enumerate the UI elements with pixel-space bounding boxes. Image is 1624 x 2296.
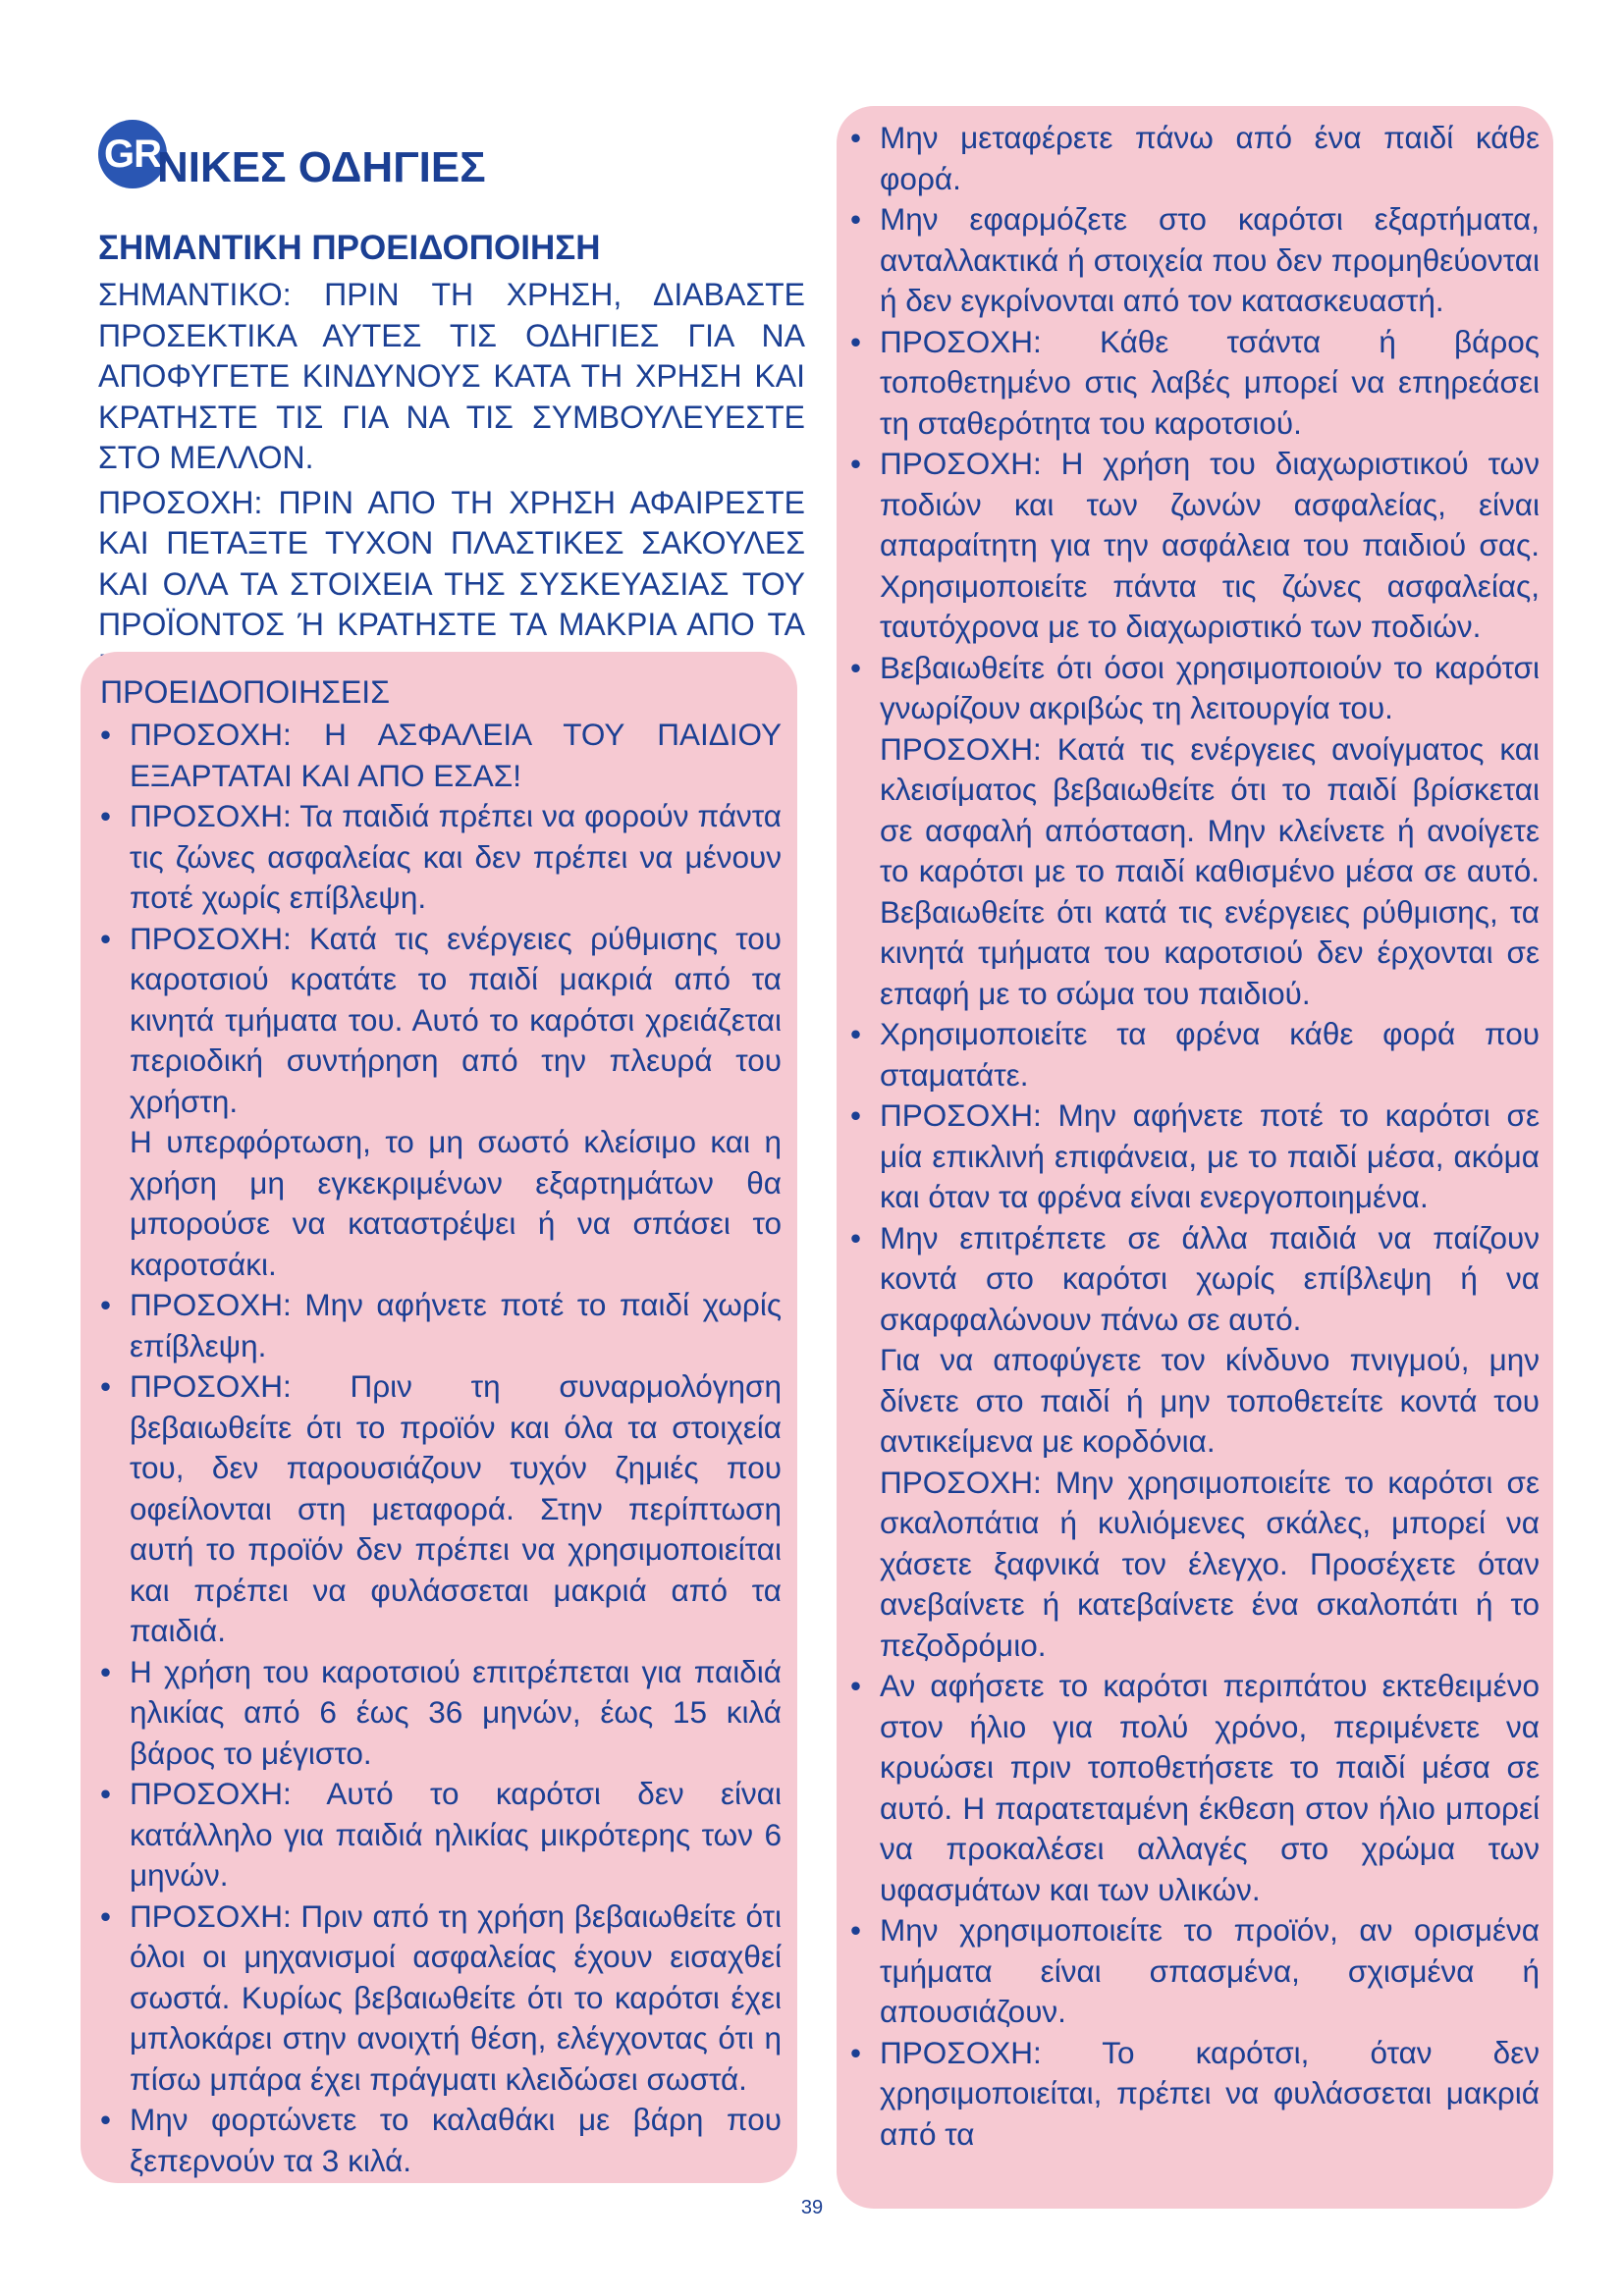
warnings-list-right: [850, 118, 1540, 2155]
warning-item: • ΠΡΟΣΟΧΗ: Αυτό το καρότσι δεν είναι κατάλληλο για παιδιά ηλικίας μικρότερης των 6 μηνών.: [100, 1774, 782, 1896]
warning-paragraph: ΠΡΟΣΟΧΗ: Κατά τις ενέργειες ανοίγματος και κλεισίματος βεβαιωθείτε ότι το παιδί βρίσκεται σε ασφαλή απόσταση. Μην κλείνετε ή ανοίγετε το καρότσι με το παιδί καθισμένο μέσα σε αυτό. Βεβαιωθείτε ότι κατά τις ενέργειες ρύθμισης, τα κινητά τμήματα του καροτσιού δεν έρχονται σε επαφή με το σώμα του παιδιού.: [880, 730, 1540, 1011]
language-badge: GR: [98, 120, 167, 188]
warning-paragraph: ΠΡΟΣΟΧΗ: Μην χρησιμοποιείτε το καρότσι σε σκαλοπάτια ή κυλιόμενες σκάλες, μπορεί να χάσετε ξαφνικά τον έλεγχο. Προσέχετε όταν ανεβαίνετε ή κατεβαίνετε ένα σκαλοπάτι ή το πεζοδρόμιο.: [880, 1464, 1540, 1663]
warning-item: • ΠΡΟΣΟΧΗ: Πριν από τη χρήση βεβαιωθείτε ότι όλοι οι μηχανισμοί ασφαλείας έχουν εισαχθεί σωστά. Κυρίως βεβαιωθείτε ότι το καρότσι έχει μπλοκάρει στην ανοιχτή θέση, ελέγχοντας ότι η πίσω μπάρα έχει πράγματι κλειδώσει σωστά.: [100, 1896, 782, 2101]
warning-item: • Μην εφαρμόζετε στο καρότσι εξαρτήματα, ανταλλακτικά ή στοιχεία που δεν προμηθεύονται ή δεν εγκρίνονται από τον κατασκευαστή.: [850, 199, 1540, 322]
warning-item: • ΠΡΟΣΟΧΗ: Μην αφήνετε ποτέ το καρότσι σε μία επικλινή επιφάνεια, με το παιδί μέσα, ακόμα και όταν τα φρένα είναι ενεργοποιημένα.: [850, 1095, 1540, 1218]
warning-item: • Μην μεταφέρετε πάνω από ένα παιδί κάθε φορά.: [850, 118, 1540, 199]
warnings-panel-right: [837, 106, 1553, 2209]
important-warning-heading: ΣΗΜΑΝΤΙΚΗ ΠΡΟΕΙΔΟΠΟΙΗΣΗ: [98, 229, 601, 267]
warning-item: • ΠΡΟΣΟΧΗ: Τα παιδιά πρέπει να φορούν πάντα τις ζώνες ασφαλείας και δεν πρέπει να μένουν ποτέ χωρίς επίβλεψη.: [100, 796, 782, 919]
warning-item: • Βεβαιωθείτε ότι όσοι χρησιμοποιούν το καρότσι γνωρίζουν ακριβώς τη λειτουργία του.: [850, 648, 1540, 729]
warning-item: • ΠΡΟΣΟΧΗ: Κάθε τσάντα ή βάρος τοποθετημένο στις λαβές μπορεί να επηρεάσει τη σταθερότητα του καροτσιού.: [850, 322, 1540, 445]
warning-item: • Η χρήση του καροτσιού επιτρέπεται για παιδιά ηλικίας από 6 έως 36 μηνών, έως 15 κιλά βάρος το μέγιστο.: [100, 1652, 782, 1775]
warnings-panel-left: [81, 652, 797, 2183]
warning-paragraph: Για να αποφύγετε τον κίνδυνο πνιγμού, μην δίνετε στο παιδί ή μην τοποθετείτε κοντά του αντικείμενα με κορδόνια.: [880, 1342, 1540, 1459]
warning-item: • Αν αφήσετε το καρότσι περιπάτου εκτεθειμένο στον ήλιο για πολύ χρόνο, περιμένετε να κρυώσει πριν τοποθετήσετε το παιδί μέσα σε αυτό. Η παρατεταμένη έκθεση στον ήλιο μπορεί να προκαλέσει αλλαγές στο χρώμα των υφασμάτων και των υλικών.: [850, 1666, 1540, 1910]
warning-item: • ΠΡΟΣΟΧΗ: Κατά τις ενέργειες ρύθμισης του καροτσιού κρατάτε το παιδί μακριά από τα κινητά τμήματα του. Αυτό το καρότσι χρειάζεται περιοδική συντήρηση από την πλευρά του χρήστη.: [100, 919, 782, 1123]
intro-paragraph-packaging: ΠΡΟΣΟΧΗ: ΠΡΙΝ ΑΠΟ ΤΗ ΧΡΗΣΗ ΑΦΑΙΡΕΣΤΕ ΚΑΙ ΠΕΤΑΞΤΕ ΤΥΧΟΝ ΠΛΑΣΤΙΚΕΣ ΣΑΚΟΥΛΕΣ ΚΑΙ ΟΛΑ ΤΑ ΣΤΟΙΧΕΙΑ ΤΗΣ ΣΥΣΚΕΥΑΣΙΑΣ ΤΟΥ ΠΡΟΪΟΝΤΟΣ Ή ΚΡΑΤΗΣΤΕ ΤΑ ΜΑΚΡΙΑ ΑΠΟ ΤΑ: [98, 484, 805, 642]
warning-item: • Μην χρησιμοποιείτε το προϊόν, αν ορισμένα τμήματα είναι σπασμένα, σχισμένα ή απουσιάζουν.: [850, 1910, 1540, 2033]
page-number: 39: [800, 2197, 824, 2218]
intro-block: [98, 228, 805, 690]
warning-item: • Χρησιμοποιείτε τα φρένα κάθε φορά που σταματάτε.: [850, 1014, 1540, 1095]
warnings-list-left: [100, 715, 782, 2181]
page-title: ΝΙΚΕΣ ΟΔΗΓΙΕΣ: [157, 143, 486, 191]
warning-item: • ΠΡΟΣΟΧΗ: Μην αφήνετε ποτέ το παιδί χωρίς επίβλεψη.: [100, 1285, 782, 1366]
warning-item: • ΠΡΟΣΟΧΗ: Η ΑΣΦΑΛΕΙΑ ΤΟΥ ΠΑΙΔΙΟΥ ΕΞΑΡΤΑΤΑΙ ΚΑΙ ΑΠΟ ΕΣΑΣ!: [100, 715, 782, 796]
warning-item: • ΠΡΟΣΟΧΗ: Η χρήση του διαχωριστικού των ποδιών και των ζωνών ασφαλείας, είναι απαραίτητη για την ασφάλεια του παιδιού σας. Χρησιμοποιείτε πάντα τις ζώνες ασφαλείας, ταυτόχρονα με το διαχωριστικό των ποδιών.: [850, 444, 1540, 648]
intro-paragraph-read-instructions: ΣΗΜΑΝΤΙΚΟ: ΠΡΙΝ ΤΗ ΧΡΗΣΗ, ΔΙΑΒΑΣΤΕ ΠΡΟΣΕΚΤΙΚΑ ΑΥΤΕΣ ΤΙΣ ΟΔΗΓΙΕΣ ΓΙΑ ΝΑ ΑΠΟΦΥΓΕΤΕ ΚΙΝΔΥΝΟΥΣ ΚΑΤΑ ΤΗ ΧΡΗΣΗ ΚΑΙ ΚΡΑΤΗΣΤΕ ΤΙΣ ΓΙΑ ΝΑ ΤΙΣ ΣΥΜΒΟΥΛΕΥΕΣΤΕ ΣΤΟ ΜΕΛΛΟΝ.: [98, 277, 805, 475]
warning-item: • Μην επιτρέπετε σε άλλα παιδιά να παίζουν κοντά στο καρότσι χωρίς επίβλεψη ή να σκαρφαλώνουν πάνω σε αυτό.: [850, 1218, 1540, 1341]
warning-item: • ΠΡΟΣΟΧΗ: Το καρότσι, όταν δεν χρησιμοποιείται, πρέπει να φυλάσσεται μακριά από τα: [850, 2033, 1540, 2156]
warning-item: • Μην φορτώνετε το καλαθάκι με βάρη που ξεπερνούν τα 3 κιλά.: [100, 2100, 782, 2181]
warning-item: • ΠΡΟΣΟΧΗ: Πριν τη συναρμολόγηση βεβαιωθείτε ότι το προϊόν και όλα τα στοιχεία του, δεν παρουσιάζουν τυχόν ζημιές που οφείλονται στη μεταφορά. Στην περίπτωση αυτή το προϊόν δεν πρέπει να χρησιμοποιείται και πρέπει να φυλάσσεται μακριά από τα παιδιά.: [100, 1366, 782, 1652]
warnings-heading: ΠΡΟΕΙΔΟΠΟΙΗΣΕΙΣ: [100, 674, 390, 710]
warning-paragraph: Η υπερφόρτωση, το μη σωστό κλείσιμο και η χρήση μη εγκεκριμένων εξαρτημάτων θα μπορούσε να καταστρέψει ή να σπάσει το καροτσάκι.: [130, 1124, 782, 1282]
